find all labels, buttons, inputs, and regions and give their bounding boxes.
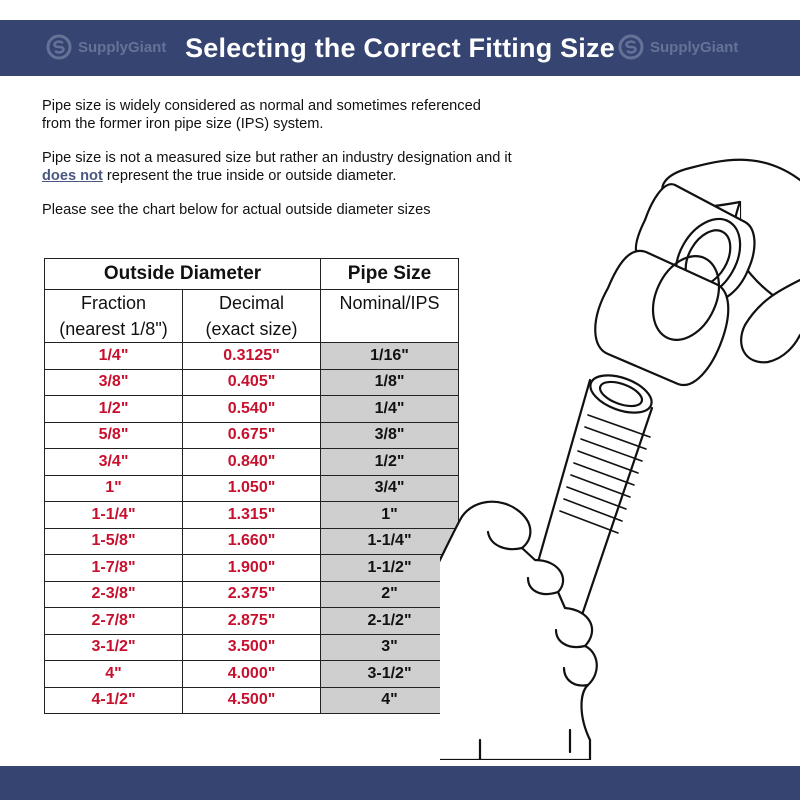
watermark-text: SupplyGiant (78, 38, 167, 56)
watermark-left (46, 34, 166, 60)
does-not-emphasis: does not (42, 168, 103, 184)
decimal-cell: 1.315" (183, 502, 321, 529)
decimal-column-header (183, 290, 321, 343)
intro-p2-start: Pipe size is not a measured size but rather an industry designation and it (42, 150, 512, 166)
ips-cell: 3/8" (321, 422, 459, 449)
ips-cell: 3/4" (321, 475, 459, 502)
fraction-cell: 3-1/2" (45, 634, 183, 661)
decimal-cell: 0.675" (183, 422, 321, 449)
table-row (45, 555, 459, 582)
ips-cell: 2" (321, 581, 459, 608)
table-row (45, 449, 459, 476)
decimal-cell: 0.540" (183, 396, 321, 423)
fraction-column-header (45, 290, 183, 343)
decimal-cell: 2.875" (183, 608, 321, 635)
page-title: Selecting the Correct Fitting Size (185, 32, 615, 63)
fraction-cell: 2-7/8" (45, 608, 183, 635)
ips-cell: 2-1/2" (321, 608, 459, 635)
table-body (45, 343, 459, 714)
header-banner (0, 20, 800, 76)
table-row (45, 475, 459, 502)
watermark-text: SupplyGiant (650, 38, 739, 56)
table-row (45, 396, 459, 423)
table-row (45, 687, 459, 714)
ips-cell: 1/4" (321, 396, 459, 423)
threaded-fitting-icon (595, 184, 754, 385)
ips-cell: 4" (321, 687, 459, 714)
fraction-cell: 4" (45, 661, 183, 688)
ips-cell: 1-1/4" (321, 528, 459, 555)
ips-cell: 1/2" (321, 449, 459, 476)
supplygiant-logo-icon (618, 34, 644, 60)
pipe-fitting-illustration (440, 140, 800, 760)
decimal-note: (exact size) (205, 319, 298, 339)
decimal-cell: 3.500" (183, 634, 321, 661)
ips-cell: 1-1/2" (321, 555, 459, 582)
decimal-cell: 2.375" (183, 581, 321, 608)
intro-paragraph-1: Pipe size is widely considered as normal and sometimes referenced from the former iron pipe size (IPS) system. (42, 98, 481, 132)
ips-cell: 3-1/2" (321, 661, 459, 688)
table-row (45, 634, 459, 661)
fraction-label: Fraction (80, 293, 147, 313)
decimal-cell: 1.900" (183, 555, 321, 582)
table-row (45, 528, 459, 555)
decimal-cell: 0.3125" (183, 343, 321, 370)
outside-diameter-header: Outside Diameter (45, 259, 321, 290)
ips-cell: 1/8" (321, 369, 459, 396)
ips-cell: 3" (321, 634, 459, 661)
table-row (45, 422, 459, 449)
fraction-cell: 4-1/2" (45, 687, 183, 714)
fraction-cell: 3/4" (45, 449, 183, 476)
table-row (45, 661, 459, 688)
ips-cell: 1/16" (321, 343, 459, 370)
fraction-cell: 1-7/8" (45, 555, 183, 582)
pipe-size-table (44, 258, 459, 714)
table-row (45, 581, 459, 608)
table-row (45, 502, 459, 529)
decimal-cell: 1.660" (183, 528, 321, 555)
decimal-cell: 4.000" (183, 661, 321, 688)
fraction-cell: 3/8" (45, 369, 183, 396)
pipe-size-header: Pipe Size (321, 259, 459, 290)
fraction-cell: 1-1/4" (45, 502, 183, 529)
fraction-cell: 1" (45, 475, 183, 502)
fraction-cell: 1-5/8" (45, 528, 183, 555)
decimal-label: Decimal (219, 293, 285, 313)
intro-p2-end: represent the true inside or outside diameter. (102, 168, 397, 184)
fraction-note: (nearest 1/8") (59, 319, 168, 339)
fraction-cell: 1/2" (45, 396, 183, 423)
ips-cell: 1" (321, 502, 459, 529)
decimal-cell: 4.500" (183, 687, 321, 714)
table-row (45, 343, 459, 370)
table-row (45, 608, 459, 635)
watermark-right (618, 34, 738, 60)
intro-paragraph-3: Please see the chart below for actual outside diameter sizes (42, 202, 431, 218)
fraction-cell: 2-3/8" (45, 581, 183, 608)
decimal-cell: 1.050" (183, 475, 321, 502)
table-row (45, 369, 459, 396)
fraction-cell: 1/4" (45, 343, 183, 370)
decimal-cell: 0.405" (183, 369, 321, 396)
supplygiant-logo-icon (46, 34, 72, 60)
ips-column-header: Nominal/IPS (321, 290, 459, 343)
fraction-cell: 5/8" (45, 422, 183, 449)
decimal-cell: 0.840" (183, 449, 321, 476)
footer-bar (0, 766, 800, 800)
